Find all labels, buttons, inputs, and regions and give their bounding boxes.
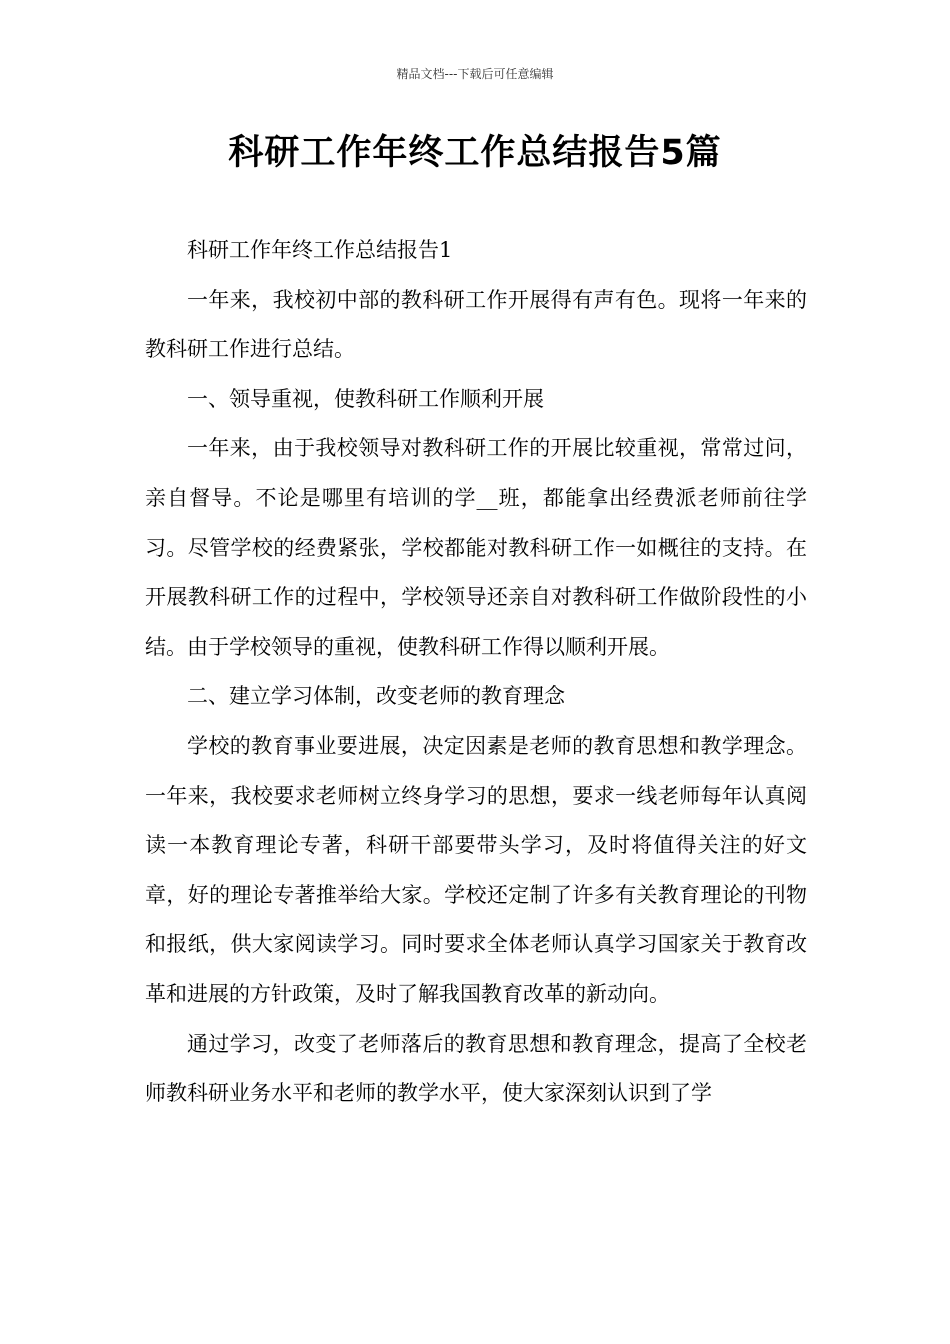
paragraph: 一年来，由于我校领导对教科研工作的开展比较重视，常常过问，亲自督导。不论是哪里有培训的学__班，都能拿出经费派老师前往学习。尽管学校的经费紧张，学校都能对教科研工作一如概往的支持。在开展教科研工作的过程中，学校领导还亲自对教科研工作做阶段性的小结。由于学校领导的重视，使教科研工作得以顺利开展。 xyxy=(145,436,807,659)
section-heading: 二、建立学习体制，改变老师的教育理念 xyxy=(187,684,565,709)
section-heading: 科研工作年终工作总结报告1 xyxy=(187,238,453,262)
page-header: 精品文档---下载后可任意编辑 xyxy=(396,67,554,81)
document-body xyxy=(145,226,807,1119)
document-title: 科研工作年终工作总结报告5篇 xyxy=(228,133,722,173)
paragraph: 一年来，我校初中部的教科研工作开展得有声有色。现将一年来的教科研工作进行总结。 xyxy=(145,287,807,362)
paragraph: 学校的教育事业要进展，决定因素是老师的教育思想和教学理念。一年来，我校要求老师树立终身学习的思想，要求一线老师每年认真阅读一本教育理论专著，科研干部要带头学习，及时将值得关注的好文章，好的理论专著推举给大家。学校还定制了许多有关教育理论的刊物和报纸，供大家阅读学习。同时要求全体老师认真学习国家关于教育改革和进展的方针政策，及时了解我国教育改革的新动向。 xyxy=(145,733,807,1006)
section-heading: 一、领导重视，使教科研工作顺利开展 xyxy=(187,386,544,411)
paragraph: 通过学习，改变了老师落后的教育思想和教育理念，提高了全校老师教科研业务水平和老师的教学水平，使大家深刻认识到了学 xyxy=(145,1031,807,1106)
